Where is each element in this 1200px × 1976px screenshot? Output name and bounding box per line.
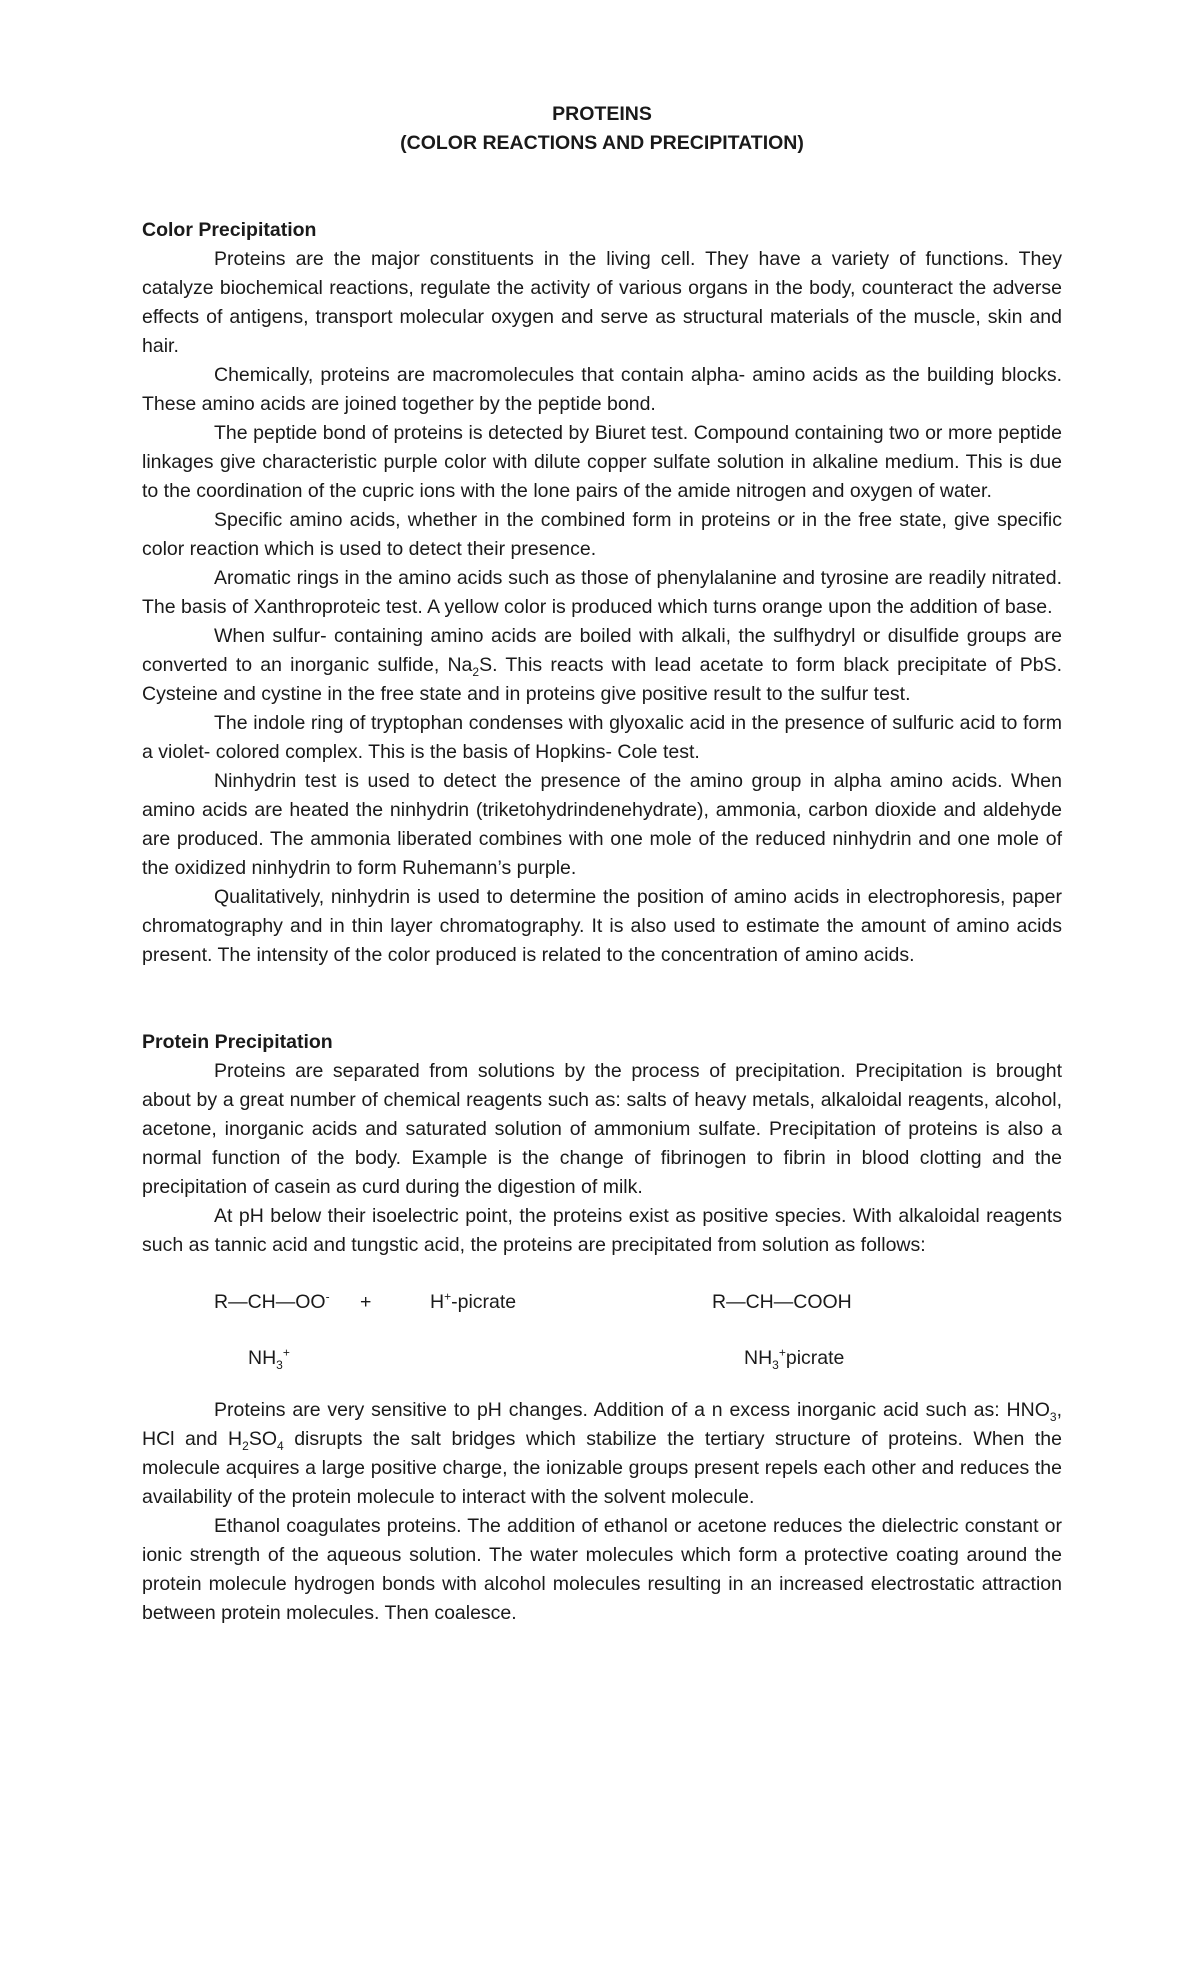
equation-product: R—CH—COOH	[712, 1291, 852, 1313]
equation-reagent: H+-picrate	[430, 1289, 517, 1313]
document-page	[142, 100, 1062, 1628]
paragraph: The indole ring of tryptophan condenses with glyoxalic acid in the presence of sulfuric acid to form a violet- colored complex. This is the basis of Hopkins- Cole test.	[142, 712, 1062, 763]
paragraph: Qualitatively, ninhydrin is used to determine the position of amino acids in electrophoresis, paper chromatography and in thin layer chromatography. It is also used to estimate the amount of amino acids present. The intensity of the color produced is related to the concentration of amino acids.	[142, 886, 1062, 966]
paragraph: Proteins are the major constituents in the living cell. They have a variety of functions. They catalyze biochemical reactions, regulate the activity of various organs in the body, counteract the adverse effects of antigens, transport molecular oxygen and serve as structural materials of the muscle, skin and hair.	[142, 248, 1062, 357]
paragraph: At pH below their isoelectric point, the proteins exist as positive species. With alkaloidal reagents such as tannic acid and tungstic acid, the proteins are precipitated from solution as follows:	[142, 1205, 1062, 1256]
equation-product-amine: $NH_3^+picrate$	[744, 1345, 845, 1372]
equation-plus: +	[360, 1291, 372, 1313]
paragraph: Chemically, proteins are macromolecules that contain alpha- amino acids as the building blocks. These amino acids are joined together by the peptide bond.	[142, 364, 1062, 415]
paragraph: Ethanol coagulates proteins. The addition of ethanol or acetone reduces the dielectric constant or ionic strength of the aqueous solution. The water molecules which form a protective coating around the protein molecule hydrogen bonds with alcohol molecules resulting in an increased electrostatic attraction between protein molecules. Then coalesce.	[142, 1515, 1062, 1624]
equation-reactant: R—CH—OO-	[214, 1289, 330, 1313]
section-heading-color: Color Precipitation	[142, 219, 317, 241]
chemical-equation	[142, 1274, 1062, 1390]
equation-reactant-amine: $NH_3^+$	[248, 1345, 290, 1372]
section-heading-precipitation: Protein Precipitation	[142, 1031, 333, 1053]
paragraph: Proteins are separated from solutions by the process of precipitation. Precipitation is brought about by a great number of chemical reagents such as: salts of heavy metals, alkaloidal reagents, alcohol, acetone, inorganic acids and saturated solution of ammonium sulfate. Precipitation of proteins is also a normal function of the body. Example is the change of fibrinogen to fibrin in blood clotting and the precipitation of casein as curd during the digestion of milk.	[142, 1060, 1062, 1198]
paragraph: Specific amino acids, whether in the combined form in proteins or in the free state, give specific color reaction which is used to detect their presence.	[142, 509, 1062, 560]
paragraph: The peptide bond of proteins is detected by Biuret test. Compound containing two or more peptide linkages give characteristic purple color with dilute copper sulfate solution in alkaline medium. This is due to the coordination of the cupric ions with the lone pairs of the amide nitrogen and oxygen of water.	[142, 422, 1062, 502]
title-line-2: (COLOR REACTIONS AND PRECIPITATION)	[400, 132, 804, 154]
paragraph: Aromatic rings in the amino acids such as those of phenylalanine and tyrosine are readily nitrated. The basis of Xanthroproteic test. A yellow color is produced which turns orange upon the addition of base.	[142, 567, 1062, 618]
paragraph-sulfur: When sulfur- containing amino acids are boiled with alkali, the sulfhydryl or disulfide groups are converted to an inorganic sulfide, $Na_2S$. This reacts with lead acetate to form black precipitate of PbS. Cysteine and cystine in the free state and in proteins give positive result to the sulfur test.	[142, 625, 1062, 705]
paragraph-ph: Proteins are very sensitive to pH changes. Addition of a n excess inorganic acid such as: $HNO_3$, HCl and $H_2SO_4$ disrupts the salt bridges which stabilize the tertiary structure of proteins. When the molecule acquires a large positive charge, the ionizable groups present repels each other and reduces the availability of the protein molecule to interact with the solvent molecule.	[142, 1399, 1062, 1508]
title-line-1: PROTEINS	[552, 103, 652, 125]
paragraph: Ninhydrin test is used to detect the presence of the amino group in alpha amino acids. When amino acids are heated the ninhydrin (triketohydrindenehydrate), ammonia, carbon dioxide and aldehyde are produced. The ammonia liberated combines with one mole of the reduced ninhydrin and one mole of the oxidized ninhydrin to form Ruhemann’s purple.	[142, 770, 1062, 879]
